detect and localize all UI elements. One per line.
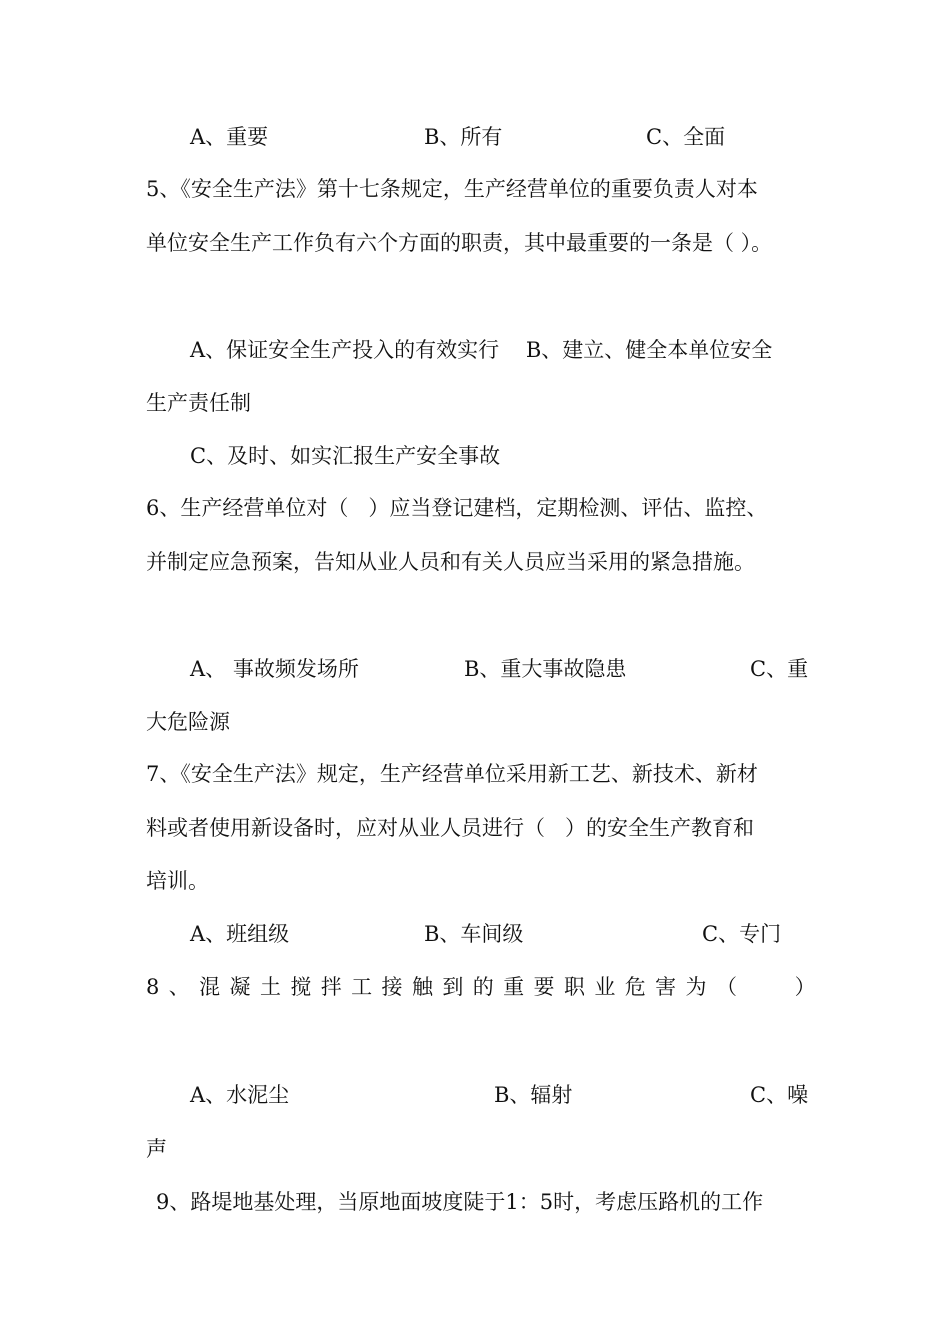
q7-text-line-2: 料或者使用新设备时，应对从业人员进行（ ）的安全生产教育和 xyxy=(146,816,755,840)
q5-text-line-2: 单位安全生产工作负有六个方面的职责，其中最重要的一条是（ ）。 xyxy=(146,231,773,255)
q5-option-c: C、及时、如实汇报生产安全事故 xyxy=(190,444,501,468)
q6-text-line-2: 并制定应急预案，告知从业人员和有关人员应当采用的紧急措施。 xyxy=(146,550,755,574)
q9-text-line-1: 9、路堤地基处理，当原地面坡度陡于1：5时，考虑压路机的工作 xyxy=(156,1190,764,1214)
q6-option-a: A、 事故频发场所 xyxy=(190,657,359,681)
q4-option-b: B、所有 xyxy=(424,125,503,149)
q8-option-a: A、水泥尘 xyxy=(190,1083,290,1107)
q5-text-line-1: 5、《安全生产法》第十七条规定，生产经营单位的重要负责人对本 xyxy=(146,177,758,201)
q5-option-b-cont: 生产责任制 xyxy=(146,391,251,415)
q7-option-b: B、车间级 xyxy=(424,922,524,946)
q8-option-c-cont: 声 xyxy=(146,1137,167,1161)
q5-option-ab: A、保证安全生产投入的有效实行 B、建立、健全本单位安全 xyxy=(190,338,773,362)
q7-option-a: A、班组级 xyxy=(190,922,290,946)
q7-option-c: C、专门 xyxy=(702,922,782,946)
q4-option-c: C、全面 xyxy=(646,125,726,149)
q7-text-line-3: 培训。 xyxy=(146,869,209,893)
q8-option-c: C、噪 xyxy=(750,1083,809,1107)
q6-option-c-cont: 大危险源 xyxy=(146,710,230,734)
q7-text-line-1: 7、《安全生产法》规定，生产经营单位采用新工艺、新技术、新材 xyxy=(146,762,758,786)
q8-text-line-1: 8、混凝土搅拌工接触到的重要职业危害为（ ） xyxy=(146,975,825,999)
q6-option-c: C、重 xyxy=(750,657,809,681)
q6-text-line-1: 6、生产经营单位对（ ）应当登记建档，定期检测、评估、监控、 xyxy=(146,496,768,520)
q8-option-b: B、辐射 xyxy=(494,1083,573,1107)
q4-option-a: A、重要 xyxy=(190,125,269,149)
q6-option-b: B、重大事故隐患 xyxy=(464,657,627,681)
